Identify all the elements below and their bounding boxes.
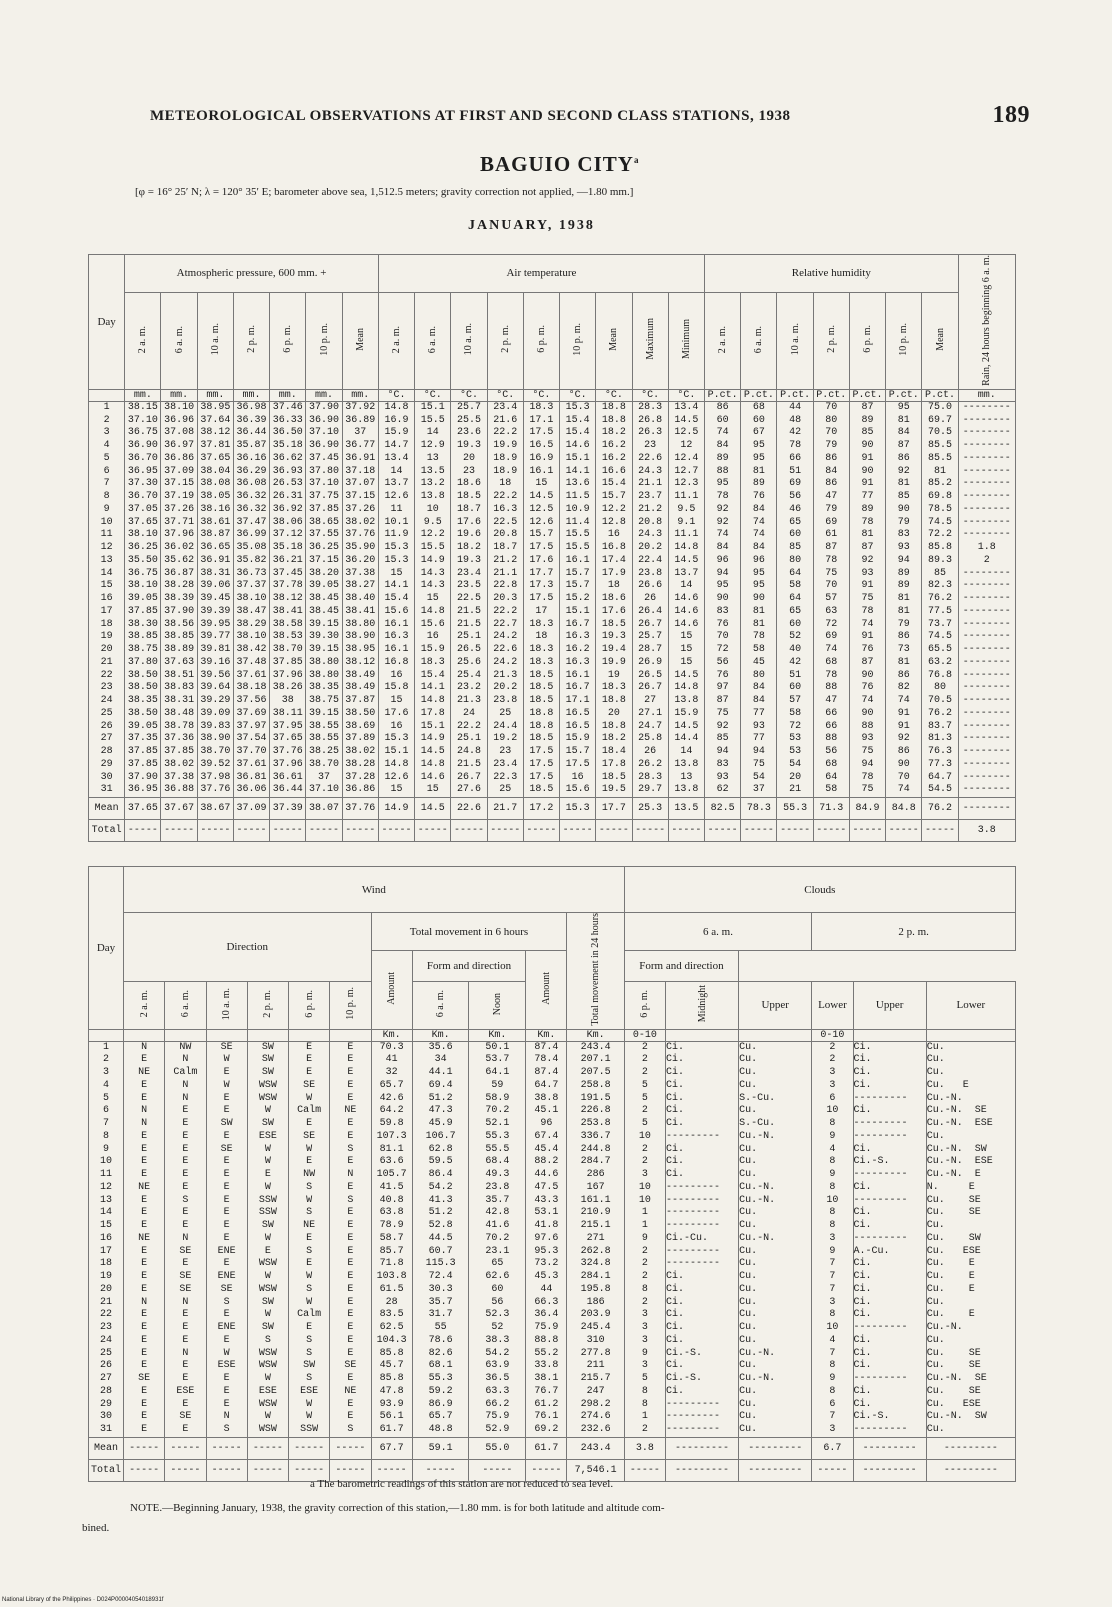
upper-2pm-header: Upper <box>853 981 926 1029</box>
unit-cell <box>330 1029 371 1041</box>
column-header-label: 6 p. m. <box>862 325 874 354</box>
cloud-amount-2pm-column: 2 2 3 3 6 10 8 9 4 8 9 8 10 8 8 3 9 7 7 7 3 8 10 4 7 8 9 8 6 7 3 <box>812 1041 853 1437</box>
direction-column-header <box>206 981 247 1029</box>
direction-column-label: 2 a. m. <box>138 990 150 1018</box>
unit-cell: °C. <box>560 389 596 401</box>
column-header-label: 6 a. m. <box>427 325 439 353</box>
column-header <box>233 292 269 389</box>
data-column: 75.0 69.7 70.5 85.5 85.5 81 85.2 69.8 78.5 74.5 72.2 85.8 89.3 85 82.3 76.2 77.5 73.7 74.5 65.5 63.2 76.8 80 70.5 76.2 83.7 81.3 76.3 77.3 64.7 54.5 <box>922 401 958 797</box>
note-gravity-correction: NOTE.—Beginning January, 1938, the gravity correction of this station,—1.80 mm. is for both latitude and altitude com- <box>130 1502 665 1514</box>
month-title: JANUARY, 1938 <box>468 218 595 233</box>
column-header-label: 10 a. m. <box>789 323 801 356</box>
column-header <box>922 292 958 389</box>
rain-header <box>958 255 1015 390</box>
wind-direction-column: E E E E E NE E E S E N E S E E E E E E E E E E E E SE E NE E E S <box>330 1041 371 1437</box>
total-cell: ----- <box>206 1459 247 1481</box>
day-header: Day <box>89 255 125 390</box>
column-header <box>777 292 813 389</box>
unit-cell: mm. <box>125 389 161 401</box>
direction-column-header <box>330 981 371 1029</box>
mean-cell: 38.07 <box>306 798 342 820</box>
archive-footer: National Library of the Philippines · D024P00004054018931f <box>2 1597 164 1603</box>
unit-cell: Km. <box>371 1029 412 1041</box>
rain-header-label: Rain, 24 hours beginning 6 a. m. <box>981 255 993 386</box>
station-coordinates: [φ = 16° 25′ N; λ = 120° 35′ E; barometer above sea, 1,512.5 meters; gravity correction not applied, —1.80 mm.] <box>135 186 634 198</box>
unit-cell: mm. <box>342 389 378 401</box>
movement-column-header <box>469 981 526 1029</box>
total-cell: ----- <box>886 820 922 842</box>
movement-column-label: 6 p. m. <box>639 989 651 1018</box>
mean-cell: ----- <box>165 1437 206 1459</box>
data-column: 37.90 36.90 37.10 36.90 37.45 37.80 37.10 37.75 37.85 38.65 37.55 36.25 37.15 38.20 39.05 38.45 38.45 39.15 39.30 39.15 38.80 38.80 38.35 38.75 39.15 38.55 38.55 38.25 38.70 37 37.10 <box>306 401 342 797</box>
mean-cell: 55.3 <box>777 798 813 820</box>
column-header <box>270 292 306 389</box>
column-header <box>306 292 342 389</box>
data-column: -------- -------- -------- -------- -------- -------- -------- -------- -------- -------- -------- 1.8 2 -------- -------- -------- -------- -------- -------- -------- -------- -------- -------- -------- -------- -------- -------- -------- -------- -------- -------- <box>958 401 1015 797</box>
unit-cell: °C. <box>523 389 559 401</box>
total-cell: ----- <box>596 820 632 842</box>
data-column: 18.8 18.8 18.2 16.2 16.2 16.6 15.4 15.7 12.2 12.8 16 16.8 17.4 17.9 18 18.6 17.6 18.5 19.3 19.4 19.9 19 18.3 18.8 20 18.8 18.2 18.4 17.8 18.5 19.5 <box>596 401 632 797</box>
unit-cell: mm. <box>161 389 197 401</box>
mean-cell: 71.3 <box>813 798 849 820</box>
data-column: 95 81 84 87 86 92 81 85 90 79 83 93 94 89 89 81 81 79 86 73 81 86 82 74 91 91 92 86 90 70 74 <box>886 401 922 797</box>
unit-row <box>89 389 1016 401</box>
unit-cell: 0-10 <box>812 1029 853 1041</box>
page-header <box>150 102 1030 128</box>
total-cell: --------- <box>853 1459 926 1481</box>
unit-cell: mm. <box>233 389 269 401</box>
pressure-header: Atmospheric pressure, 600 mm. + <box>125 255 379 293</box>
column-header-label: Minimum <box>680 319 692 360</box>
unit-cell: mm. <box>270 389 306 401</box>
unit-cell: mm. <box>197 389 233 401</box>
unit-cell: Km. <box>412 1029 469 1041</box>
mean-cell: ----- <box>124 1437 165 1459</box>
unit-cell: P.ct. <box>777 389 813 401</box>
unit-cell: P.ct. <box>741 389 777 401</box>
total-cell: ----- <box>270 820 306 842</box>
unit-cell: °C. <box>632 389 668 401</box>
unit-cell: °C. <box>415 389 451 401</box>
movement-column-header <box>412 981 469 1029</box>
lower-6am-header: Lower <box>812 981 853 1029</box>
total-cell: ----- <box>165 1459 206 1481</box>
data-column: 15.1 15.5 14 12.9 13 13.5 13.2 13.8 10 9.5 12.2 15.5 14.9 14.3 14.3 15 14.8 15.6 16 15.9 18.3 15.4 14.1 14.8 17.8 15.1 14.9 14.5 14.8 14.6 15 <box>415 401 451 797</box>
total-cell: ----- <box>125 820 161 842</box>
mean-cell: 84.9 <box>849 798 885 820</box>
direction-column-header <box>124 981 165 1029</box>
column-header <box>451 292 487 389</box>
column-header <box>560 292 596 389</box>
total-cell: --------- <box>665 1459 738 1481</box>
amount-2pm-header <box>526 951 567 1030</box>
mean-cell: 55.0 <box>469 1437 526 1459</box>
total-cell: ----- <box>306 820 342 842</box>
air-temperature-header: Air temperature <box>378 255 704 293</box>
wind-movement-24h-column: 243.4 207.1 207.5 258.8 191.5 226.8 253.8 336.7 244.8 284.7 286 167 161.1 210.9 215.1 271 262.8 324.8 284.1 195.8 186 203.9 245.4 310 277.8 211 215.7 247 298.2 274.6 232.6 <box>567 1041 624 1437</box>
mean-cell: 84.8 <box>886 798 922 820</box>
unit-cell <box>853 1029 926 1041</box>
unit-cell: °C. <box>596 389 632 401</box>
total-cell: ----- <box>777 820 813 842</box>
amount-6am-header <box>371 951 412 1030</box>
cloud-amount-6am-column: 2 2 2 5 5 2 5 10 2 2 3 10 10 1 1 9 2 2 2 8 2 3 3 3 9 3 5 8 8 1 2 <box>624 1041 665 1437</box>
mean-cell: --------- <box>853 1437 926 1459</box>
mean-cell: 67.7 <box>371 1437 412 1459</box>
wind-direction-column: NW N Calm N N E E E E E E E S E E N SE E SE SE N E E E N E E ESE E SE E <box>165 1041 206 1437</box>
unit-cell: mm. <box>958 389 1015 401</box>
clouds-header: Clouds <box>624 867 1015 913</box>
daily-data-row <box>89 401 1016 797</box>
column-header <box>813 292 849 389</box>
wind-direction-column: SW SW SW WSW WSW W SW ESE W W E W SSW SSW SW W E WSW W WSW SW W SW S WSW WSW W ESE WSW W WSW <box>247 1041 288 1437</box>
unit-cell: 0-10 <box>624 1029 665 1041</box>
total-cell: ----- <box>922 820 958 842</box>
column-header-label: 10 a. m. <box>463 323 475 356</box>
total-cell: ----- <box>812 1459 853 1481</box>
total-cell: ----- <box>668 820 704 842</box>
station-footnote-mark: a <box>633 155 640 165</box>
mean-cell: 76.2 <box>922 798 958 820</box>
column-header-label: 10 a. m. <box>209 323 221 356</box>
column-header-label: Maximum <box>644 318 656 361</box>
data-column: 14.8 16.9 15.9 14.7 13.4 14 13.7 12.6 11 10.1 11.9 15.3 15.3 15 14.1 15.4 15.6 16.1 16.3 16.1 16.8 16 15.8 15 17.6 16 15.3 15.1 14.8 12.6 15 <box>378 401 414 797</box>
mean-cell: 13.5 <box>668 798 704 820</box>
unit-cell <box>165 1029 206 1041</box>
data-column: 44 48 42 78 66 51 69 56 46 65 60 85 80 64 58 64 65 60 52 40 42 51 60 57 58 72 53 53 54 20 21 <box>777 401 813 797</box>
mean-cell: 61.7 <box>526 1437 567 1459</box>
data-column: 86 60 74 84 89 88 95 78 92 92 74 84 96 94 95 90 83 76 70 72 56 76 97 87 75 92 85 94 83 93 62 <box>704 401 740 797</box>
form-2pm-header: Form and direction <box>624 951 738 982</box>
unit-cell: Km. <box>567 1029 624 1041</box>
total-cell: ----- <box>330 1459 371 1481</box>
column-header <box>704 292 740 389</box>
column-header <box>886 292 922 389</box>
mean-cell: 17.2 <box>523 798 559 820</box>
unit-cell <box>665 1029 738 1041</box>
column-header-label: 10 p. m. <box>572 322 584 356</box>
mean-cell: 37.39 <box>270 798 306 820</box>
clouds-6am-header: 6 a. m. <box>624 913 812 951</box>
unit-cell: P.ct. <box>849 389 885 401</box>
column-header <box>849 292 885 389</box>
station-name: BAGUIO CITY <box>480 152 634 176</box>
unit-cell: P.ct. <box>704 389 740 401</box>
day-numbers-2: 1 2 3 4 5 6 7 8 9 10 11 12 13 14 15 16 17 18 19 20 21 22 23 24 25 26 27 28 29 30 31 <box>89 1041 124 1437</box>
mean-cell: 78.3 <box>741 798 777 820</box>
lower-2pm-header: Lower <box>926 981 1015 1029</box>
data-column: 70 80 70 79 86 84 86 47 79 69 61 87 78 75 70 57 63 72 69 74 68 78 88 47 66 66 88 56 68 64 58 <box>813 401 849 797</box>
pressure-temperature-humidity-table <box>88 254 1016 842</box>
total-row <box>89 820 1016 842</box>
footnote-barometric: a The barometric readings of this station are not reduced to sea level. <box>310 1478 614 1490</box>
upper-6am-header: Upper <box>739 981 812 1029</box>
column-header <box>523 292 559 389</box>
movement-24h-header <box>567 913 624 1030</box>
column-header-label: Mean <box>608 327 620 351</box>
total-cell: ----- <box>161 820 197 842</box>
form-6am-header: Form and direction <box>412 951 525 982</box>
movement-column-header <box>665 981 738 1029</box>
data-column: 18.3 17.1 17.5 16.5 16.9 16.1 15 14.5 12.5 12.6 15.7 17.5 17.6 17.7 17.3 17.5 17 18.3 18 18.3 18.3 18.5 18.5 18.5 18.8 18.8 18.5 17.5 17.5 17.5 18.5 <box>523 401 559 797</box>
column-header-label: 2 a. m. <box>137 325 149 353</box>
movement-column-label: 6 a. m. <box>435 990 447 1018</box>
total-cell: ----- <box>378 820 414 842</box>
column-header-label: Mean <box>354 327 366 351</box>
total-cell: ----- <box>451 820 487 842</box>
data-column: 87 89 85 90 91 90 91 77 89 78 81 87 92 93 91 75 78 74 91 76 87 90 76 74 90 88 93 75 94 78 75 <box>849 401 885 797</box>
unit-cell: P.ct. <box>813 389 849 401</box>
unit-cell: Km. <box>469 1029 526 1041</box>
mean-cell: 243.4 <box>567 1437 624 1459</box>
column-header <box>415 292 451 389</box>
total-cell: ----- <box>526 1459 567 1481</box>
wind-movement-column: 87.4 78.4 87.4 64.7 38.8 45.1 96 67.4 45.4 88.2 44.6 47.5 43.3 53.1 41.8 97.6 95.3 73.2 45.3 44 66.3 36.4 75.9 88.8 55.2 33.8 38.1 76.7 61.2 76.1 69.2 <box>526 1041 567 1437</box>
total-cell: ----- <box>741 820 777 842</box>
header-title: METEOROLOGICAL OBSERVATIONS AT FIRST AND SECOND CLASS STATIONS, 1938 <box>150 108 791 124</box>
direction-column-header <box>289 981 330 1029</box>
data-column: 23.4 21.6 22.2 19.9 18.9 18.9 18 22.2 16.3 22.5 20.8 18.7 21.2 21.1 22.8 20.3 22.2 22.7 24.2 22.6 24.2 21.3 20.2 23.8 25 24.4 19.2 23 23.4 22.3 25 <box>487 401 523 797</box>
total-cell: ----- <box>124 1459 165 1481</box>
direction-column-label: 10 p. m. <box>344 987 356 1021</box>
unit-cell: Km. <box>526 1029 567 1041</box>
total-cell: 7,546.1 <box>567 1459 624 1481</box>
movement-column-label: Midnight <box>696 985 708 1023</box>
total-cell: ----- <box>560 820 596 842</box>
unit-cell <box>289 1029 330 1041</box>
total-cell: ----- <box>487 820 523 842</box>
total-cell: ----- <box>523 820 559 842</box>
mean-cell: ----- <box>247 1437 288 1459</box>
direction-column-label: 2 p. m. <box>262 989 274 1018</box>
mean-cell: 25.3 <box>632 798 668 820</box>
mean-cell: --------- <box>665 1437 738 1459</box>
column-header <box>161 292 197 389</box>
column-header-label: 10 p. m. <box>318 322 330 356</box>
mean-label: Mean <box>89 798 125 820</box>
wind-movement-column: 50.1 53.7 64.1 59 58.9 70.2 52.1 55.3 55.5 68.4 49.3 23.8 35.7 42.8 41.6 70.2 23.1 65 62.6 60 56 52.3 52 38.3 54.2 63.9 36.5 63.3 66.2 75.9 52.9 <box>469 1041 526 1437</box>
column-header-row <box>89 292 1016 389</box>
wind-direction-column: E E E SE W Calm E SE W E NW S W S NE E S E W S W Calm E S S SW S ESE W W SSW <box>289 1041 330 1437</box>
mean-cell: 17.7 <box>596 798 632 820</box>
unit-row-2 <box>89 1029 1016 1041</box>
unit-cell <box>124 1029 165 1041</box>
data-column: 13.4 14.5 12.5 12 12.4 12.7 12.3 11.1 9.5 9.1 11.1 14.8 14.5 13.7 14 14.6 14.6 14.6 15 15 15 14.5 14.8 13.8 15.9 14.5 14.4 14 13.8 13 13.8 <box>668 401 704 797</box>
mean-cell: 21.7 <box>487 798 523 820</box>
column-header-label: 2 a. m. <box>717 325 729 353</box>
unit-cell: P.ct. <box>922 389 958 401</box>
column-header-label: 6 p. m. <box>282 325 294 354</box>
column-header <box>125 292 161 389</box>
direction-column-header <box>247 981 288 1029</box>
cloud-lower-6am-column: Cu. Cu. Cu. Cu. S.-Cu. Cu. S.-Cu. Cu.-N. Cu. Cu. Cu. Cu.-N. Cu.-N. Cu. Cu. Cu.-N. Cu. Cu. Cu. Cu. Cu. Cu. Cu. Cu. Cu.-N. Cu. Cu.-N. Cu. Cu. Cu. Cu. <box>739 1041 812 1437</box>
relative-humidity-header: Relative humidity <box>704 255 958 293</box>
daily-wind-cloud-row <box>89 1041 1016 1437</box>
column-header <box>632 292 668 389</box>
mean-cell: ----- <box>330 1437 371 1459</box>
data-column: 38.95 37.64 38.12 37.81 37.65 38.04 38.08 38.05 38.16 38.61 38.87 36.65 36.91 38.31 39.06 39.45 39.39 39.95 39.77 39.81 39.16 39.56 39.64 39.29 39.09 39.83 38.90 38.70 39.52 37.98 37.76 <box>197 401 233 797</box>
unit-cell: °C. <box>487 389 523 401</box>
direction-column-label: 10 a. m. <box>221 987 233 1020</box>
mean-label-2: Mean <box>89 1437 124 1459</box>
total-label: Total <box>89 820 125 842</box>
mean-row-2 <box>89 1437 1016 1459</box>
total-cell: ----- <box>342 820 378 842</box>
unit-cell <box>926 1029 1015 1041</box>
column-header <box>378 292 414 389</box>
column-header-label: Mean <box>934 327 946 351</box>
data-column: 36.98 36.39 36.44 35.87 36.16 36.29 36.08 36.32 36.32 37.47 36.99 35.08 35.82 36.73 37.37 38.10 38.47 38.29 38.10 38.42 37.48 37.61 38.18 37.56 37.69 37.97 37.54 37.70 37.61 36.81 36.06 <box>233 401 269 797</box>
wind-direction-column: N E NE E E N N E E E E NE E E E NE E E E E N E E E E E SE E E E E <box>124 1041 165 1437</box>
day-header-2: Day <box>89 867 124 1030</box>
mean-cell: 37.76 <box>342 798 378 820</box>
direction-column-header <box>165 981 206 1029</box>
column-header <box>596 292 632 389</box>
column-header <box>487 292 523 389</box>
total-cell: ----- <box>289 1459 330 1481</box>
movement-6h-header: Total movement in 6 hours <box>371 913 567 951</box>
mean-cell: 6.7 <box>812 1437 853 1459</box>
column-header <box>342 292 378 389</box>
data-column: 38.10 36.96 37.08 36.97 36.86 37.09 37.15 37.19 37.26 37.71 37.96 36.02 35.62 36.87 38.28 38.39 37.90 38.56 38.85 38.89 37.63 38.51 38.83 38.31 38.48 38.78 37.36 37.85 38.02 37.38 36.88 <box>161 401 197 797</box>
page-number: 189 <box>992 102 1030 128</box>
station-title <box>480 152 639 177</box>
column-header-label: 6 a. m. <box>173 325 185 353</box>
column-header <box>197 292 233 389</box>
data-column: 37.92 36.89 37 36.77 36.91 37.18 37.07 37.15 37.26 38.02 37.76 35.90 36.20 37.38 38.27 38.40 38.41 38.80 38.90 38.95 38.12 38.49 38.49 37.87 38.50 38.69 37.89 38.02 38.28 37.28 36.86 <box>342 401 378 797</box>
mean-cell: 37.09 <box>233 798 269 820</box>
mean-cell: 37.65 <box>125 798 161 820</box>
mean-cell: 82.5 <box>704 798 740 820</box>
mean-cell: ----- <box>206 1437 247 1459</box>
mean-cell: 15.3 <box>560 798 596 820</box>
mean-cell: 3.8 <box>624 1437 665 1459</box>
wind-header: Wind <box>124 867 625 913</box>
movement-column-header <box>624 981 665 1029</box>
unit-cell: °C. <box>378 389 414 401</box>
data-column: 38.15 37.10 36.75 36.90 36.70 36.95 37.30 36.70 37.05 37.65 38.10 36.25 35.50 36.75 38.10 39.05 37.85 38.30 38.85 38.75 37.80 38.50 38.50 38.35 38.50 39.05 37.35 37.85 37.85 37.90 36.95 <box>125 401 161 797</box>
amount-2pm-label: Amount <box>540 971 552 1005</box>
column-header-label: 2 a. m. <box>390 325 402 353</box>
unit-cell <box>247 1029 288 1041</box>
unit-cell: °C. <box>451 389 487 401</box>
total-cell: --------- <box>739 1459 812 1481</box>
unit-cell <box>739 1029 812 1041</box>
clouds-2pm-header: 2 p. m. <box>812 913 1016 951</box>
mean-cell: 38.67 <box>197 798 233 820</box>
direction-column-label: 6 p. m. <box>303 989 315 1018</box>
mean-cell: 14.9 <box>378 798 414 820</box>
total-cell: ----- <box>469 1459 526 1481</box>
mean-row <box>89 798 1016 820</box>
total-cell: --------- <box>926 1459 1015 1481</box>
total-cell: ----- <box>247 1459 288 1481</box>
column-header-label: 6 p. m. <box>535 325 547 354</box>
wind-movement-column: 35.6 34 44.1 69.4 51.2 47.3 45.9 106.7 62.8 59.5 86.4 54.2 41.3 51.2 52.8 44.5 60.7 115.3 72.4 30.3 35.7 31.7 55 78.6 82.6 68.1 55.3 59.2 86.9 65.7 48.8 <box>412 1041 469 1437</box>
total-cell: 3.8 <box>958 820 1015 842</box>
cloud-upper-2pm-column: Ci. Ci. Ci. Ci. --------- Ci. --------- --------- Ci. Ci.-S. --------- Ci. --------- Ci. Ci. --------- A.-Cu. Ci. Ci. Ci. Ci. Ci. --------- Ci. Ci. Ci. --------- Ci. Ci. Ci.-S. --------- <box>853 1041 926 1437</box>
column-header-label: 10 p. m. <box>898 322 910 356</box>
total-cell: ----- <box>415 820 451 842</box>
column-header <box>668 292 704 389</box>
movement-24h-label: Total movement in 24 hours <box>590 913 602 1026</box>
column-header <box>741 292 777 389</box>
total-cell: ----- <box>412 1459 469 1481</box>
data-column: 37.46 36.33 36.50 35.18 36.62 36.93 26.53 26.31 36.92 38.06 37.12 35.18 36.21 37.45 37.78 38.12 38.41 38.58 38.53 38.70 37.85 37.96 38.26 38 38.11 37.95 37.65 37.76 37.96 36.61 36.44 <box>270 401 306 797</box>
column-header-label: 2 p. m. <box>246 325 258 354</box>
note-continuation: bined. <box>82 1522 110 1534</box>
wind-clouds-table <box>88 866 1016 1482</box>
movement-column-label: Noon <box>491 992 503 1015</box>
column-header-label: 2 p. m. <box>499 325 511 354</box>
total-label-2: Total <box>89 1459 124 1481</box>
unit-cell: °C. <box>668 389 704 401</box>
amount-6am-label: Amount <box>386 971 398 1005</box>
day-numbers: 1 2 3 4 5 6 7 8 9 10 11 12 13 14 15 16 17 18 19 20 21 22 23 24 25 26 27 28 29 30 31 <box>89 401 125 797</box>
column-header-label: 6 a. m. <box>753 325 765 353</box>
unit-cell: mm. <box>306 389 342 401</box>
mean-cell: 14.5 <box>415 798 451 820</box>
unit-cell: P.ct. <box>886 389 922 401</box>
unit-cell <box>206 1029 247 1041</box>
mean-cell: --------- <box>739 1437 812 1459</box>
cloud-upper-6am-column: Ci. Ci. Ci. Ci. Ci. Ci. Ci. --------- Ci. Ci. Ci. --------- --------- --------- --------- Ci.-Cu. --------- --------- Ci. Ci. Ci. Ci. Ci. Ci. Ci.-S. Ci. Ci.-S. Ci. --------- --------- --------- <box>665 1041 738 1437</box>
wind-direction-column: SE W E W E E SW E SE E E E E E E E ENE E ENE SE S E ENE E W ESE E E E N S <box>206 1041 247 1437</box>
total-cell: ----- <box>233 820 269 842</box>
total-cell: ----- <box>632 820 668 842</box>
total-cell: ----- <box>813 820 849 842</box>
data-column: 28.3 26.8 26.3 23 22.6 24.3 21.1 23.7 21.2 20.8 24.3 20.2 22.4 23.8 26.6 26 26.4 26.7 25.7 28.7 26.9 26.5 26.7 27 27.1 24.7 25.8 26 26.2 28.3 29.7 <box>632 401 668 797</box>
direction-header: Direction <box>124 913 372 982</box>
cloud-lower-2pm-column: Cu. Cu. Cu. Cu. E Cu.-N. Cu.-N. SE Cu.-N. ESE Cu. Cu.-N. SW Cu.-N. ESE Cu.-N. E N. E Cu. SE Cu. SE Cu. Cu. SW Cu. ESE Cu. E Cu. E Cu. E Cu. Cu. E Cu.-N. Cu. Cu. SE Cu. SE Cu.-N. SE Cu. SE Cu. ESE Cu.-N. SW Cu. <box>926 1041 1015 1437</box>
mean-cell: ----- <box>289 1437 330 1459</box>
total-cell: ----- <box>704 820 740 842</box>
total-cell: ----- <box>624 1459 665 1481</box>
total-cell: ----- <box>849 820 885 842</box>
mean-cell: -------- <box>958 798 1015 820</box>
data-column: 25.7 25.5 23.6 19.3 20 23 18.6 18.5 18.7 17.6 19.6 18.2 19.3 23.4 23.5 22.5 21.5 21.5 25.1 26.5 25.6 25.4 23.2 21.3 24 22.2 25.1 24.8 21.5 26.7 27.6 <box>451 401 487 797</box>
mean-cell: 59.1 <box>412 1437 469 1459</box>
data-column: 68 60 67 95 95 81 89 76 84 74 74 84 96 95 95 90 81 81 78 58 45 80 84 84 77 93 77 94 75 54 37 <box>741 401 777 797</box>
data-column: 15.3 15.4 15.4 14.6 15.1 14.1 13.6 11.5 10.9 11.4 15.5 15.5 16.1 15.7 15.7 15.2 15.1 16.7 16.3 16.2 16.3 16.1 16.7 17.1 16.5 16.5 15.9 15.7 17.5 16 15.6 <box>560 401 596 797</box>
column-header-label: 2 p. m. <box>825 325 837 354</box>
mean-cell: 37.67 <box>161 798 197 820</box>
mean-cell: --------- <box>926 1437 1015 1459</box>
wind-movement-column: 70.3 41 32 65.7 42.6 64.2 59.8 107.3 81.1 63.6 105.7 41.5 40.8 63.8 78.9 58.7 85.7 71.8 103.8 61.5 28 83.5 62.5 104.3 85.8 45.7 85.8 47.8 93.9 56.1 61.7 <box>371 1041 412 1437</box>
direction-column-label: 6 a. m. <box>179 990 191 1018</box>
mean-cell: 22.6 <box>451 798 487 820</box>
total-cell: ----- <box>197 820 233 842</box>
total-cell: ----- <box>371 1459 412 1481</box>
